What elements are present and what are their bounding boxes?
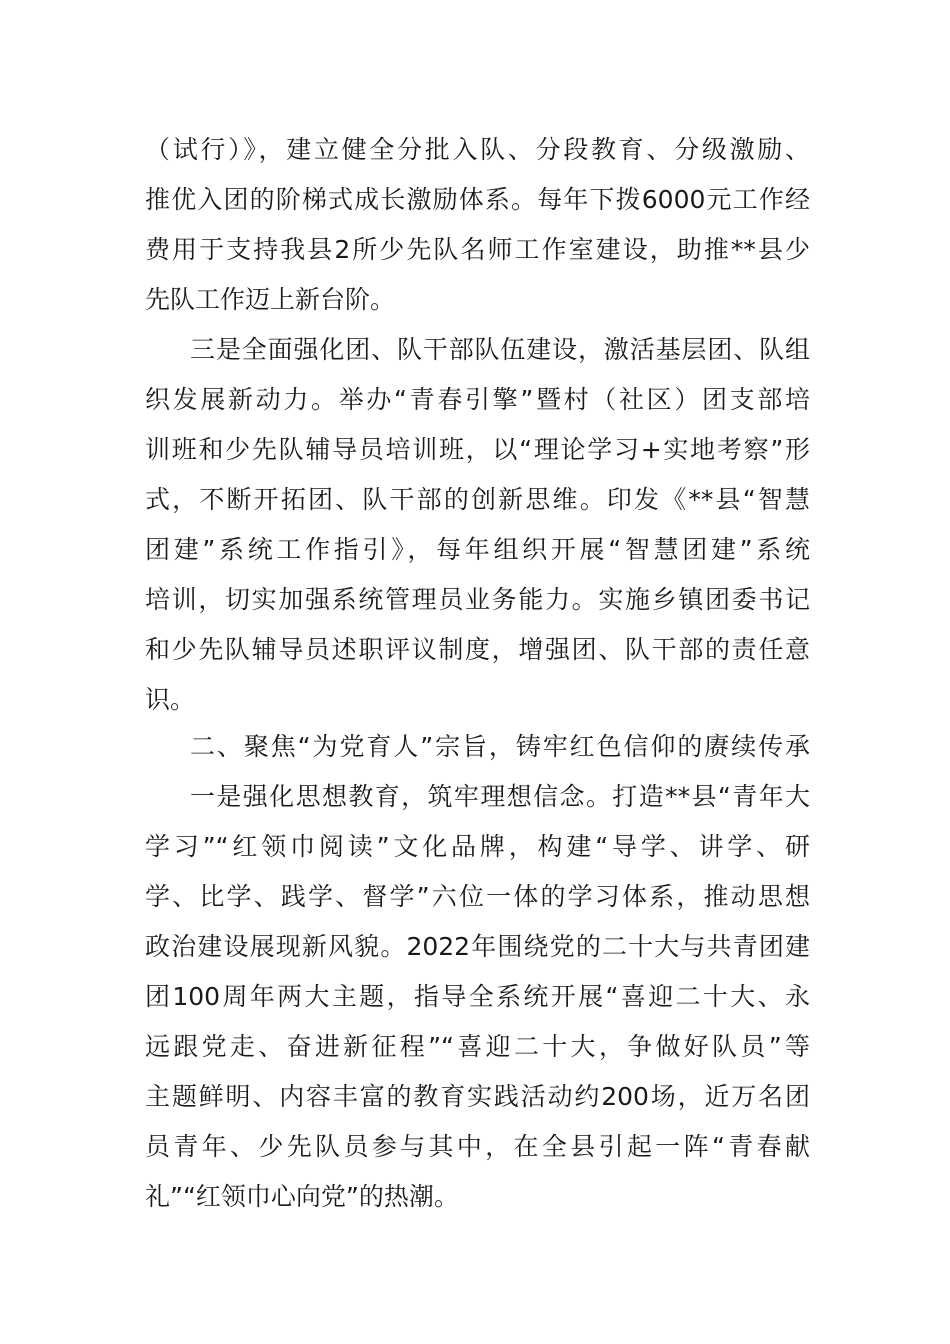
section-heading: 二、聚焦“为党育人”宗旨，铸牢红色信仰的赓续传承 <box>190 732 810 761</box>
text-line: 远跟党走、奋进新征程”“喜迎二十大，争做好队员”等 <box>145 1032 810 1061</box>
text-line: （试行）》，建立健全分批入队、分段教育、分级激励、 <box>145 135 810 164</box>
text-line: 团100周年两大主题，指导全系统开展“喜迎二十大、永 <box>145 982 810 1011</box>
text-line: 学习”“红领巾阅读”文化品牌，构建“导学、讲学、研 <box>145 832 810 861</box>
text-line: 和少先队辅导员述职评议制度，增强团、队干部的责任意 <box>145 635 810 664</box>
text-line: 式，不断开拓团、队干部的创新思维。印发《**县“智慧 <box>145 485 810 514</box>
text-line: 团建”系统工作指引》，每年组织开展“智慧团建”系统 <box>145 535 810 564</box>
paragraph-first-line: 一是强化思想教育，筑牢理想信念。打造**县“青年大 <box>190 782 810 811</box>
text-line: 培训，切实加强系统管理员业务能力。实施乡镇团委书记 <box>145 585 810 614</box>
text-line: 推优入团的阶梯式成长激励体系。每年下拨6000元工作经 <box>145 185 810 214</box>
text-line: 员青年、少先队员参与其中，在全县引起一阵“青春献 <box>145 1132 810 1161</box>
text-line: 先队工作迈上新台阶。 <box>145 285 396 314</box>
text-line: 织发展新动力。举办“青春引擎”暨村（社区）团支部培 <box>145 385 810 414</box>
text-line: 训班和少先队辅导员培训班，以“理论学习+实地考察”形 <box>145 435 810 464</box>
text-line: 政治建设展现新风貌。2022年围绕党的二十大与共青团建 <box>145 932 810 961</box>
text-line: 识。 <box>145 685 196 714</box>
text-line: 费用于支持我县2所少先队名师工作室建设，助推**县少 <box>145 235 810 264</box>
text-line: 学、比学、践学、督学”六位一体的学习体系，推动思想 <box>145 882 810 911</box>
text-line: 主题鲜明、内容丰富的教育实践活动约200场，近万名团 <box>145 1082 810 1111</box>
text-line: 礼”“红领巾心向党”的热潮。 <box>145 1182 459 1211</box>
paragraph-first-line: 三是全面强化团、队干部队伍建设，激活基层团、队组 <box>190 335 810 364</box>
